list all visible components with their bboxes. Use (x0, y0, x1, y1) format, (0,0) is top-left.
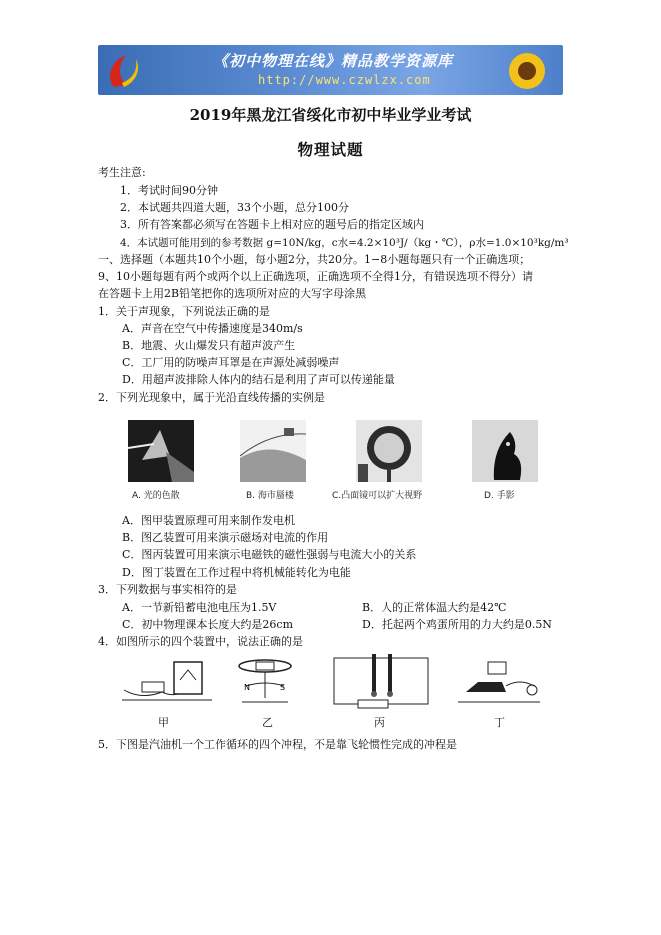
question-stem: 2．下列光现象中，属于光沿直线传播的实例是 (98, 391, 325, 404)
device-jia-figure (122, 656, 212, 712)
svg-text:S: S (280, 683, 286, 692)
header-banner (98, 45, 563, 95)
option: B．人的正常体温大约是42℃ (362, 601, 507, 614)
notice-item: 4．本试题可能用到的参考数据 g=10N/kg，c水=4.2×10³J/（kg・℃），ρ水=1.0×10³kg/m³ (120, 237, 569, 249)
banner-title: 《初中物理在线》精品教学资源库 (213, 52, 454, 70)
figure-caption: B. 海市蜃楼 (246, 491, 294, 501)
device-ding-figure (458, 656, 540, 712)
exam-subtitle: 物理试题 (297, 140, 364, 159)
option: A．一节新铅蓄电池电压为1.5V (122, 601, 277, 614)
figure-label: 甲 (158, 716, 169, 729)
notice-item: 3．所有答案都必须写在答题卡上相对应的题号后的指定区域内 (120, 218, 424, 231)
option: C．图丙装置可用来演示电磁铁的磁性强弱与电流大小的关系 (122, 548, 417, 561)
section-instruction: 9、10小题每题有两个或两个以上正确选项，正确选项不全得1分，有错误选项不得分）请 (98, 270, 533, 283)
option: C．工厂用的防噪声耳罩是在声源处减弱噪声 (122, 356, 340, 369)
device-bing-figure (332, 654, 430, 712)
mirage-figure (240, 420, 306, 482)
notice-item: 2．本试题共四道大题，33个小题，总分100分 (120, 201, 349, 214)
option: D．托起两个鸡蛋所用的力大约是0.5N (362, 618, 552, 631)
question-stem: 4．如图所示的四个装置中，说法正确的是 (98, 635, 303, 648)
question-stem: 3．下列数据与事实相符的是 (98, 583, 237, 596)
figure-caption: C.凸面镜可以扩大视野 (332, 491, 423, 501)
option: D．用超声波排除人体内的结石是利用了声可以传递能量 (122, 373, 395, 386)
figure-label: 丙 (374, 716, 385, 729)
logo-icon (104, 49, 146, 91)
sunflower-icon (497, 47, 557, 95)
option: D．图丁装置在工作过程中将机械能转化为电能 (122, 566, 351, 579)
exam-title: 2019年黑龙江省绥化市初中毕业学业考试 (189, 106, 472, 124)
figure-label: 乙 (262, 716, 273, 729)
figure-label: 丁 (494, 716, 505, 729)
notice-heading: 考生注意: (98, 166, 146, 179)
figure-caption: A. 光的色散 (132, 491, 180, 501)
question-stem: 1．关于声现象，下列说法正确的是 (98, 305, 270, 318)
option: C．初中物理课本长度大约是26cm (122, 618, 294, 631)
hand-shadow-figure (472, 420, 538, 482)
option: B．图乙装置可用来演示磁场对电流的作用 (122, 531, 329, 544)
notice-item: 1．考试时间90分钟 (120, 184, 218, 197)
figure-caption: D. 手影 (484, 491, 515, 501)
device-yi-figure (232, 656, 298, 712)
section-instruction: 在答题卡上用2B铅笔把你的选项所对应的大写字母涂黑 (98, 287, 367, 300)
section-instruction: 一、选择题（本题共10个小题，每小题2分，共20分。1−8小题每题只有一个正确选项； (98, 253, 531, 266)
light-dispersion-figure (128, 420, 194, 482)
question-stem: 5．下图是汽油机一个工作循环的四个冲程，不是靠飞轮惯性完成的冲程是 (98, 738, 457, 751)
banner-url: http://www.czwlzx.com (258, 73, 431, 87)
convex-mirror-figure (356, 420, 422, 482)
option: B．地震、火山爆发只有超声波产生 (122, 339, 296, 352)
option: A．声音在空气中传播速度是340m/s (122, 322, 303, 335)
svg-text:N: N (244, 683, 250, 692)
option: A．图甲装置原理可用来制作发电机 (122, 514, 295, 527)
